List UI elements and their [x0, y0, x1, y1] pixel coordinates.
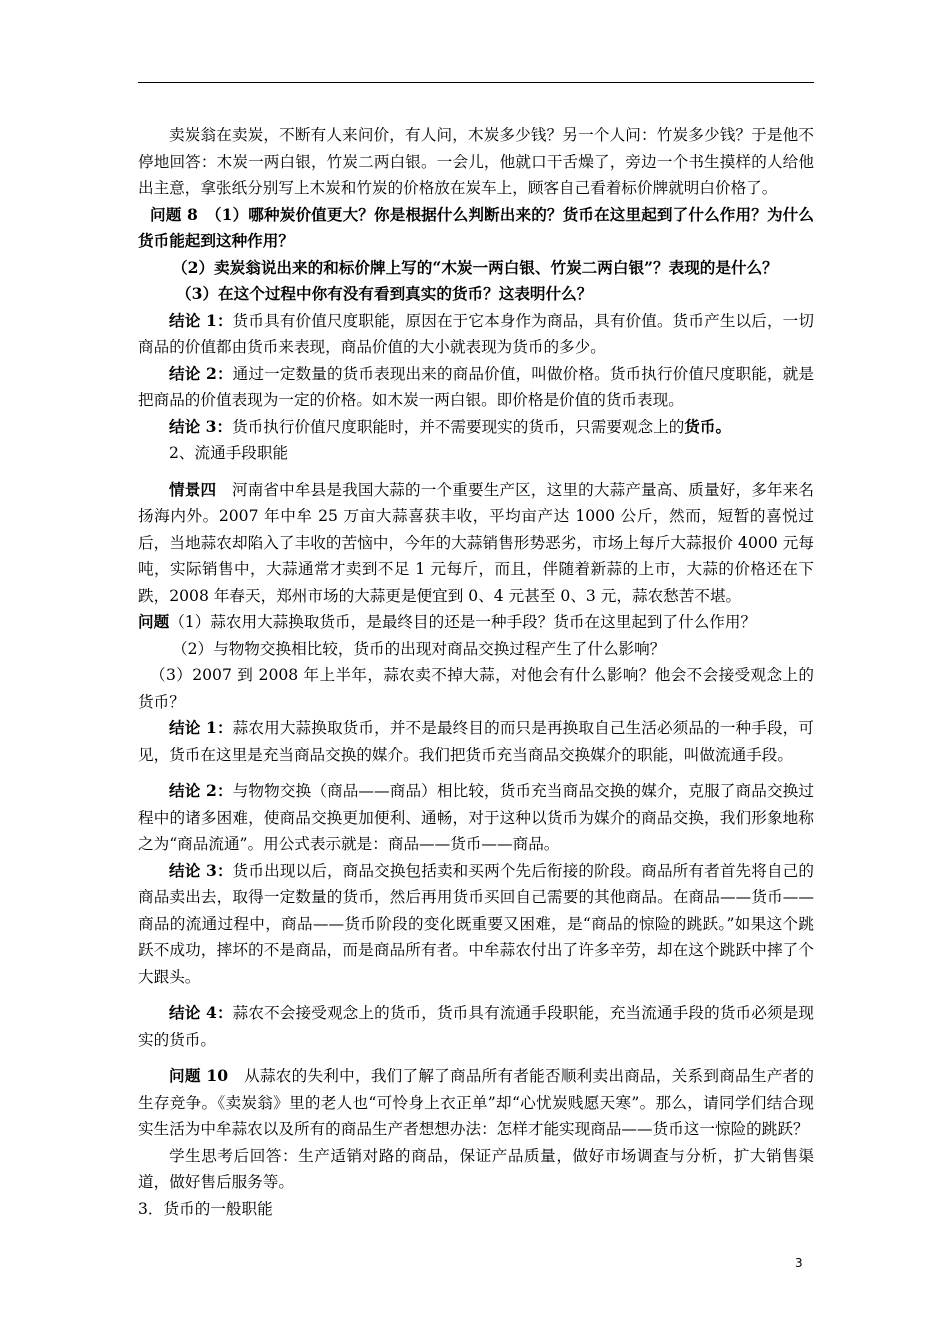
paragraph: [138, 1143, 814, 1196]
paragraph-text: 与物物交换（商品——商品）相比较，货币充当商品交换的媒介，克服了商品交换过程中的诸多困难，使商品交换更加便利、通畅，对于这种以货币为媒介的商品交换，我们形象地称之为“商品流通”。用公式表示就是：商品——货币——商品。: [138, 782, 814, 853]
paragraph-gap: [138, 467, 814, 477]
paragraph-text: 2、流通手段职能: [169, 444, 289, 462]
paragraph-tail: 货币。: [684, 416, 732, 436]
paragraph: [138, 662, 814, 715]
paragraph: [138, 414, 814, 441]
paragraph: [138, 715, 814, 768]
paragraph-text: 通过一定数量的货币表现出来的商品价值，叫做价格。货币执行价值尺度职能，就是把商品的价值表现为一定的价格。如木炭一两白银。即价格是价值的货币表现。: [138, 364, 814, 409]
paragraph-gap: [138, 1053, 814, 1063]
paragraph: [138, 122, 814, 202]
paragraph-text: （2）卖炭翁说出来的和标价牌上写的“木炭一两白银、竹炭二两白银”？表现的是什么？: [172, 257, 778, 277]
paragraph: [138, 477, 814, 610]
paragraph-lead: 情景四: [169, 479, 217, 499]
page-number: 3: [795, 1256, 803, 1270]
paragraph-text: （2）与物物交换相比较，货币的出现对商品交换过程产生了什么影响？: [172, 639, 666, 658]
paragraph: [138, 281, 814, 308]
paragraph: [138, 1196, 814, 1223]
paragraph-text: 货币具有价值尺度职能，原因在于它本身作为商品，具有价值。货币产生以后，一切商品的价值都由货币来表现，商品价值的大小就表现为货币的多少。: [138, 311, 814, 356]
paragraph-gap: [138, 768, 814, 778]
paragraph-lead: 结论 3：: [169, 416, 233, 436]
paragraph-lead: 结论 3：: [169, 860, 233, 880]
paragraph-gap: [138, 990, 814, 1000]
paragraph: [138, 255, 814, 282]
paragraph-lead: 结论 4：: [169, 1003, 233, 1022]
paragraph-text: 3．货币的一般职能: [138, 1199, 273, 1218]
paragraph-text: 货币出现以后，商品交换包括卖和买两个先后衔接的阶段。商品所有者首先将自己的商品卖出去，取得一定数量的货币，然后再用货币买回自己需要的其他商品。在商品——货币——商品的流通过程中，商品——货币阶段的变化既重要又困难，是“商品的惊险的跳跃。”如果这个跳跃不成功，摔坏的不是商品，而是商品所有者。中牟蒜农付出了许多辛劳，却在这个跳跃中摔了个大跟头。: [138, 861, 814, 986]
paragraph: [138, 1063, 814, 1143]
paragraph-text: （3）2007 到 2008 年上半年，蒜农卖不掉大蒜，对他会有什么影响？他会不会接受观念上的货币？: [138, 666, 814, 711]
paragraph-lead: 问题: [138, 612, 170, 631]
paragraph-text: 从蒜农的失利中，我们了解了商品所有者能否顺利卖出商品，关系到商品生产者的生存竞争。《卖炭翁》里的老人也“可怜身上衣正单”却“心忧炭贱愿天寒”。那么，请同学们结合现实生活为中牟蒜农以及所有的商品生产者想想办法：怎样才能实现商品——货币这一惊险的跳跃？: [138, 1067, 814, 1138]
paragraph: [138, 778, 814, 858]
header-rule: [138, 82, 814, 83]
paragraph-text: 蒜农用大蒜换取货币，并不是最终目的而只是再换取自己生活必须品的一种手段，可见，货币在这里是充当商品交换的媒介。我们把货币充当商品交换媒介的职能，叫做流通手段。: [138, 719, 814, 764]
paragraph-text: 河南省中牟县是我国大蒜的一个重要生产区，这里的大蒜产量高、质量好，多年来名扬海内外。2007 年中牟 25 万亩大蒜喜获丰收，平均亩产达 1000 公斤，然而，短暂的喜悦过后，当地蒜农却陷入了丰收的苦恼中，今年的大蒜销售形势恶劣，市场上每斤大蒜报价 4000 元每吨，实际销售中，大蒜通常才卖到不足 1 元每斤，而且，伴随着新蒜的上市，大蒜的价格还在下跌，2008 年春天，郑州市场的大蒜更是便宜到 0、4 元甚至 0、3 元，蒜农愁苦不堪。: [138, 480, 814, 605]
paragraph: [138, 858, 814, 991]
paragraph: [138, 609, 814, 636]
paragraph: [138, 440, 814, 467]
paragraph-text: （1）蒜农用大蒜换取货币，是最终目的还是一种手段？货币在这里起到了什么作用？: [169, 613, 757, 631]
paragraph: [138, 636, 814, 663]
paragraph-lead: 结论 2：: [169, 781, 233, 800]
paragraph: [138, 361, 814, 414]
paragraph-lead: 结论 1：: [169, 718, 233, 737]
paragraph-text: （3）在这个过程中你有没有看到真实的货币？这表明什么？: [176, 284, 593, 303]
paragraph: [138, 202, 814, 255]
paragraph-text: 卖炭翁在卖炭，不断有人来问价，有人问，木炭多少钱？另一个人问：竹炭多少钱？于是他不停地回答：木炭一两白银，竹炭二两白银。一会儿，他就口干舌燥了，旁边一个书生摸样的人给他出主意，拿张纸分别写上木炭和竹炭的价格放在炭车上，顾客自己看着标价牌就明白价格了。: [138, 126, 814, 197]
paragraph: [138, 1000, 814, 1053]
paragraph-text: 学生思考后回答：生产适销对路的商品，保证产品质量，做好市场调查与分析，扩大销售渠道，做好售后服务等。: [138, 1146, 814, 1191]
paragraph-lead: 结论 1：: [169, 310, 233, 330]
paragraph-text: 问题 8 （1）哪种炭价值更大？你是根据什么判断出来的？货币在这里起到了什么作用？为什么货币能起到这种作用？: [138, 204, 814, 250]
document-body: [138, 122, 814, 1222]
paragraph: [138, 308, 814, 361]
paragraph-text: 货币执行价值尺度职能时，并不需要现实的货币，只需要观念上的: [232, 417, 685, 436]
paragraph-lead: 结论 2：: [169, 363, 233, 383]
paragraph-text: 蒜农不会接受观念上的货币，货币具有流通手段职能，充当流通手段的货币必须是现实的货币。: [138, 1004, 814, 1049]
paragraph-lead: 问题 10: [169, 1066, 229, 1085]
